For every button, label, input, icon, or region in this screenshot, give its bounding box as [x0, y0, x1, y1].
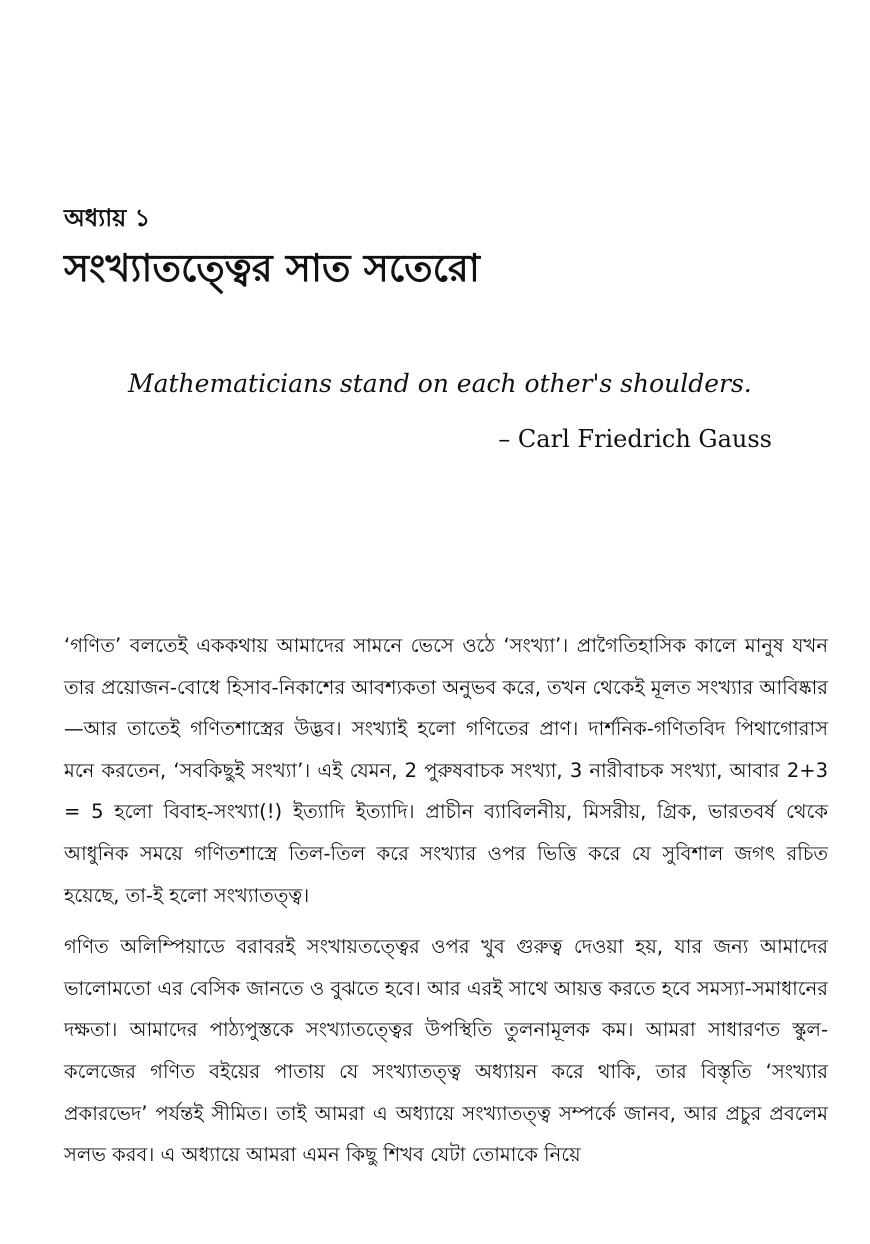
- chapter-label: অধ্যায় ১: [64, 204, 151, 232]
- body-text: [64, 625, 828, 1176]
- epigraph-quote: Mathematicians stand on each other's shoulders.: [128, 369, 752, 398]
- body-paragraph: গণিত অলিম্পিয়াডে বরাবরই সংখায়তত্ত্বের ওপর খুব গুরুত্ব দেওয়া হয়, যার জন্য আমাদের ভালোমতো এর বেসিক জানতে ও বুঝতে হবে। আর এরই সাথে আয়ত্ত করতে হবে সমস্যা-সমাধানের দক্ষতা। আমাদের পাঠ্যপুস্তকে সংখ্যাতত্ত্বের উপস্থিতি তুলনামূলক কম। আমরা সাধারণত স্কুল-কলেজের গণিত বইয়ের পাতায় যে সংখ্যাতত্ত্ব অধ্যায়ন করে থাকি, তার বিস্তৃতি ‘সংখ্যার প্রকারভেদ’ পর্যন্তই সীমিত। তাই আমরা এ অধ্যায়ে সংখ্যাতত্ত্ব সম্পর্কে জানব, আর প্রচুর প্রবলেম সলভ করব। এ অধ্যায়ে আমরা এমন কিছু শিখব যেটা তোমাকে নিয়ে: [64, 935, 828, 1167]
- chapter-title: সংখ্যাতত্ত্বের সাত সতেরো: [64, 246, 480, 290]
- body-paragraph: ‘গণিত’ বলতেই এককথায় আমাদের সামনে ভেসে ওঠে ‘সংখ্যা’। প্রাগৈতিহাসিক কালে মানুষ যখন তার প্রয়োজন-বোধে হিসাব-নিকাশের আবশ্যকতা অনুভব করে, তখন থেকেই মূলত সংখ্যার আবিষ্কার—আর তাতেই গণিতশাস্ত্রের উদ্ভব। সংখ্যাই হলো গণিতের প্রাণ। দার্শনিক-গণিতবিদ পিথাগোরাস মনে করতেন, ‘সবকিছুই সংখ্যা’। এই যেমন, 2 পুরুষবাচক সংখ্যা, 3 নারীবাচক সংখ্যা, আবার 2+3 = 5 হলো বিবাহ-সংখ্যা(!) ইত্যাদি ইত্যাদি। প্রাচীন ব্যাবিলনীয়, মিসরীয়, গ্রিক, ভারতবর্ষ থেকে আধুনিক সময়ে গণিতশাস্ত্রে তিল-তিল করে সংখ্যার ওপর ভিত্তি করে যে সুবিশাল জগৎ রচিত হয়েছে, তা-ই হলো সংখ্যাতত্ত্ব।: [64, 634, 828, 907]
- epigraph-attribution: – Carl Friedrich Gauss: [498, 425, 772, 453]
